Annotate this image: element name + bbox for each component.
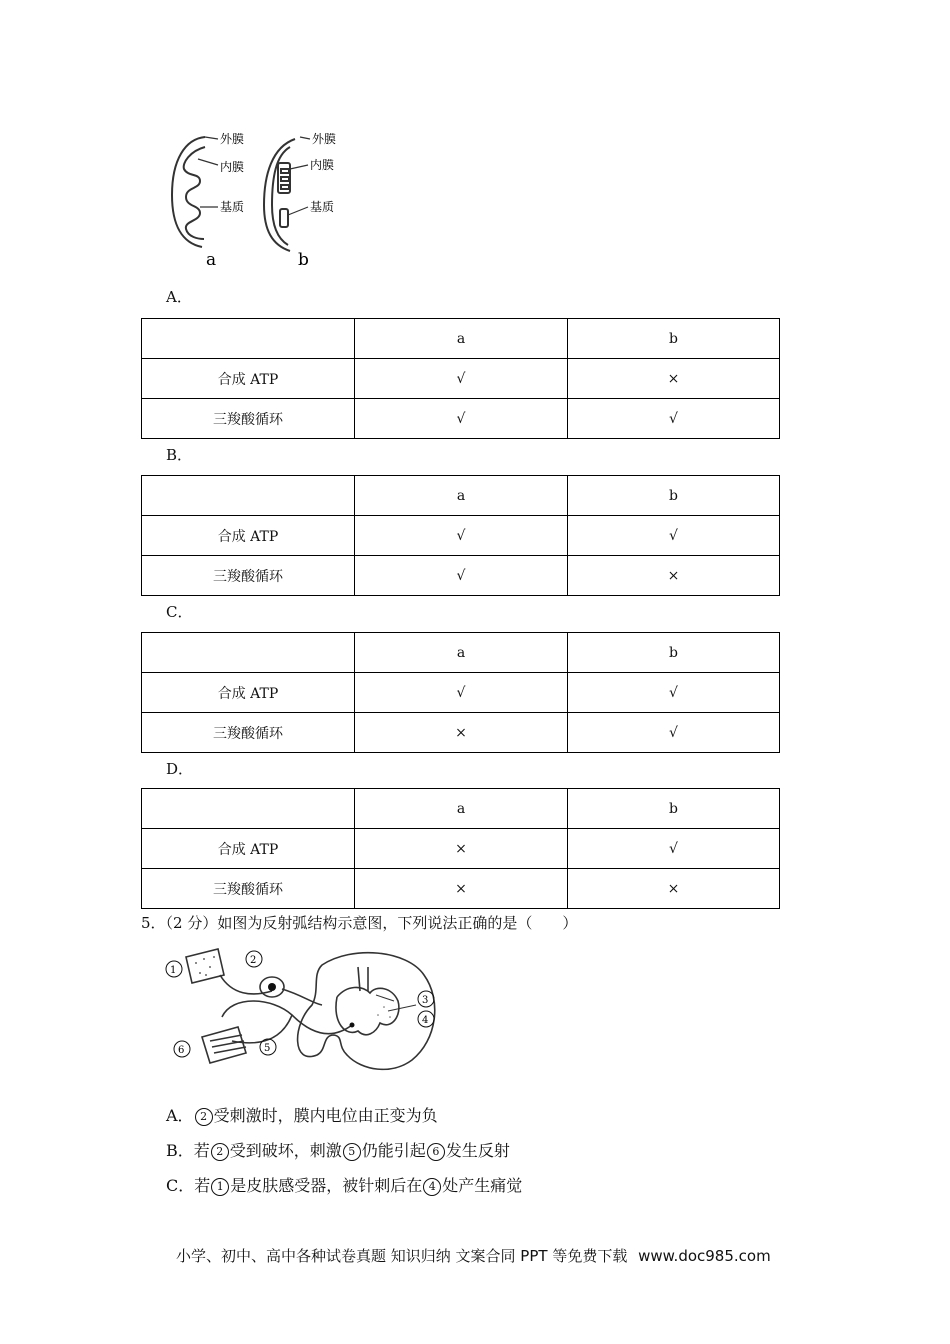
table-cell: a — [355, 476, 568, 516]
table-row — [142, 319, 780, 359]
table-cell: √ — [568, 399, 780, 439]
table-cell: 三羧酸循环 — [142, 399, 355, 439]
table-cell: b — [568, 633, 780, 673]
circled-number: 2 — [195, 1108, 213, 1126]
marker-3: 3 — [422, 995, 429, 1006]
table-row — [142, 829, 780, 869]
table-cell: √ — [355, 399, 568, 439]
marker-1: 1 — [170, 965, 177, 976]
label-outer-membrane-b: 外膜 — [312, 132, 337, 146]
table-row — [142, 673, 780, 713]
table-cell — [142, 319, 355, 359]
table-cell: √ — [355, 556, 568, 596]
table-cell: a — [355, 789, 568, 829]
circled-number: 2 — [211, 1143, 229, 1161]
table-cell: √ — [568, 673, 780, 713]
table-cell: × — [355, 829, 568, 869]
answer-label: B． — [166, 1141, 194, 1160]
table-cell: × — [355, 869, 568, 909]
marker-6: 6 — [178, 1045, 185, 1056]
answer-text: 受到破坏，刺激 — [229, 1141, 342, 1160]
table-cell: √ — [568, 516, 780, 556]
answer-text: 若 — [193, 1141, 210, 1160]
table-cell: 三羧酸循环 — [142, 713, 355, 753]
circled-number: 6 — [427, 1143, 445, 1161]
table-cell: √ — [355, 516, 568, 556]
table-cell: 合成 ATP — [142, 673, 355, 713]
table-cell: √ — [568, 713, 780, 753]
answer-text: 发生反射 — [445, 1141, 510, 1160]
marker-2: 2 — [250, 955, 257, 966]
table-row — [142, 476, 780, 516]
table-row — [142, 789, 780, 829]
answer-a[interactable] — [166, 1103, 438, 1126]
table-cell: × — [568, 556, 780, 596]
table-row — [142, 869, 780, 909]
table-cell: a — [355, 319, 568, 359]
table-cell: 合成 ATP — [142, 516, 355, 556]
label-inner-membrane-a: 内膜 — [220, 160, 245, 174]
answer-b[interactable] — [166, 1138, 510, 1161]
table-cell: √ — [355, 673, 568, 713]
answer-text: 若 — [194, 1176, 211, 1195]
table-cell: × — [568, 359, 780, 399]
option-b-label: B． — [166, 446, 193, 464]
answer-label: A． — [166, 1106, 194, 1125]
option-b-table — [141, 475, 780, 596]
footer — [176, 1245, 771, 1266]
table-row — [142, 556, 780, 596]
option-d-table — [141, 788, 780, 909]
table-row — [142, 359, 780, 399]
answer-label: C． — [166, 1176, 195, 1195]
option-a-label: A． — [166, 288, 192, 306]
label-matrix-b: 基质 — [310, 200, 335, 214]
answer-text: 受刺激时，膜内电位由正变为负 — [213, 1106, 438, 1125]
table-cell: 合成 ATP — [142, 829, 355, 869]
table-cell: × — [568, 869, 780, 909]
label-inner-membrane-b: 内膜 — [310, 158, 335, 172]
circled-number: 1 — [211, 1178, 229, 1196]
table-cell: 三羧酸循环 — [142, 556, 355, 596]
table-cell — [142, 476, 355, 516]
table-row — [142, 633, 780, 673]
table-cell: 三羧酸循环 — [142, 869, 355, 909]
option-a-table — [141, 318, 780, 439]
table-cell: a — [355, 633, 568, 673]
label-matrix-a: 基质 — [220, 200, 245, 214]
table-row — [142, 399, 780, 439]
option-c-label: C． — [166, 603, 193, 621]
table-row — [142, 713, 780, 753]
table-cell — [142, 633, 355, 673]
panel-label-b: b — [298, 250, 309, 270]
answer-text: 仍能引起 — [361, 1141, 426, 1160]
option-d-label: D． — [166, 760, 194, 778]
table-cell: × — [355, 713, 568, 753]
table-row — [142, 516, 780, 556]
panel-label-a: a — [206, 250, 217, 270]
answer-text: 处产生痛觉 — [442, 1176, 523, 1195]
circled-number: 4 — [423, 1178, 441, 1196]
question-5-text: 5．（2 分）如图为反射弧结构示意图，下列说法正确的是（ ） — [141, 914, 578, 932]
marker-5: 5 — [264, 1043, 271, 1054]
marker-4: 4 — [422, 1015, 429, 1026]
label-outer-membrane-a: 外膜 — [220, 132, 245, 146]
table-cell: b — [568, 789, 780, 829]
reflex-arc-figure — [162, 945, 447, 1075]
footer-text: 小学、初中、高中各种试卷真题 知识归纳 文案合同 PPT 等免费下载 — [176, 1247, 628, 1265]
table-cell: b — [568, 319, 780, 359]
table-cell: 合成 ATP — [142, 359, 355, 399]
table-cell: √ — [355, 359, 568, 399]
table-cell: b — [568, 476, 780, 516]
footer-url[interactable]: www.doc985.com — [638, 1247, 771, 1265]
option-c-table — [141, 632, 780, 753]
table-cell: √ — [568, 829, 780, 869]
circled-number: 5 — [343, 1143, 361, 1161]
mitochondria-figure — [160, 125, 350, 270]
answer-text: 是皮肤感受器，被针刺后在 — [230, 1176, 423, 1195]
answer-c[interactable] — [166, 1173, 522, 1196]
table-cell — [142, 789, 355, 829]
